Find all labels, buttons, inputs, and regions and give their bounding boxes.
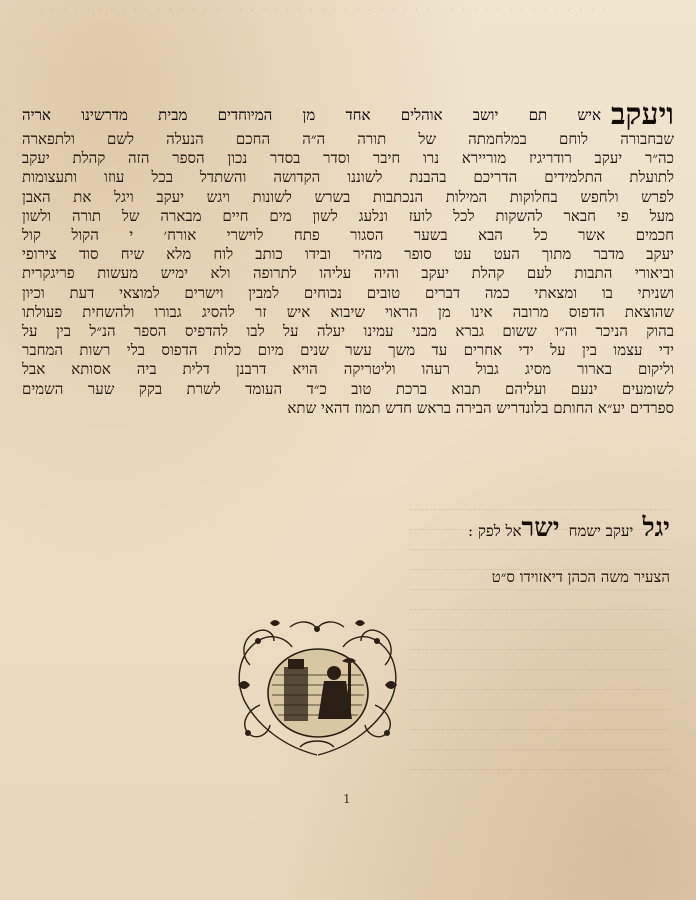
- text-line: חכמים אשר כל הבא בשער הסגור פתח לוישרי אורח׳ י הקול קול: [22, 226, 674, 245]
- motto-small: אל לפק :: [468, 522, 522, 540]
- text-line: כה״ר יעקב רודריגיז מוריירא נרו חיבר וסדר בסדר נכון הספר הזה קהלת יעקב: [22, 149, 674, 168]
- opening-word: ויעקב: [610, 97, 674, 132]
- first-line: [22, 97, 674, 132]
- text-line: וביאורי התבות לעם קהלת יעקב והיה עליהו לתרופה ולא ימיש מעשות פריגקרית: [22, 264, 674, 283]
- text-line: לפרש ולחפש בחלוקות המילות הנכתבות בשרש לשונות ויגש יעקב ויגל את האבן: [22, 187, 674, 206]
- text-line: שבחבורה לוחם במלחמתה של תורה ה״ה החכם הנעלה לשם ולתפארה: [22, 130, 674, 148]
- motto-word: יגל: [642, 513, 670, 543]
- motto-small: יעקב ישמח: [568, 522, 634, 540]
- text-line: ידי עצמו בין על ידי אחרים עד משך עשר שנים מיום כלות הדפוס בלי רשות המחבר: [22, 341, 674, 360]
- text-line: ושניתי בו ומצאתי כמה דברים טובים נכוחים למבין וישרים למוצאי דעת וכיון: [22, 283, 674, 302]
- text-line: יעקב מדבר מתוך העט עט סופר מהיר ובידו כותב לוח מלא שיח סוד צירופי: [22, 245, 674, 264]
- text-line: לשומעים ינעם ועליהם תבוא ברכת טוב כ״ד העומד לשרת בקק שער השמים: [22, 379, 674, 398]
- text-line: שהוצאת הדפוס מרובה אינו מן הראוי שיבוא איש זר להסיג גבורו ולהשחית פעולתו: [22, 302, 674, 321]
- text-line: ספרדים יע״א החותם בלונדריש הבירה בראש חדש תמוז דהאי שתא: [287, 398, 674, 417]
- motto-word: ישר: [521, 513, 560, 543]
- text-line: בהוק הניכר וה״ו ששום גברא מבני עמינו יעלה על לבו להדפיס הספר הנ״ל בין על: [22, 322, 674, 341]
- text-line: לתועלת התלמידים הדריכם בהבנת לשוננו הקדושה והשתדל בכל עוזו ותעצומות: [22, 168, 674, 187]
- page-number: 1: [343, 792, 351, 806]
- motto: [100, 513, 670, 543]
- first-line-text: איש תם יושב אוהלים אחד מן המיוחדים מבית מדרשינו אריה: [22, 106, 601, 124]
- show-through-text: · · · · · · · · · · · · · · · · · · · · · · · · · · · · · · · · · · · · · · · · · · · · · · · · ·: [40, 6, 609, 16]
- signature: הצעיר משה הכהן דיאזוידו ס״ט: [491, 568, 670, 586]
- floral-vignette-with-scholar-icon: [230, 615, 405, 760]
- approbation-text: [22, 97, 674, 418]
- text-line: וליקום בארור מסיג גבול רעהו וליטריקה הויא דרבנן דלית ביה אסותא אבל: [22, 360, 674, 379]
- text-line: מעל פי חבאר להשקות לכל לועז ונלעג לשון מים חיים מבארה של תורה ולשון: [22, 206, 674, 225]
